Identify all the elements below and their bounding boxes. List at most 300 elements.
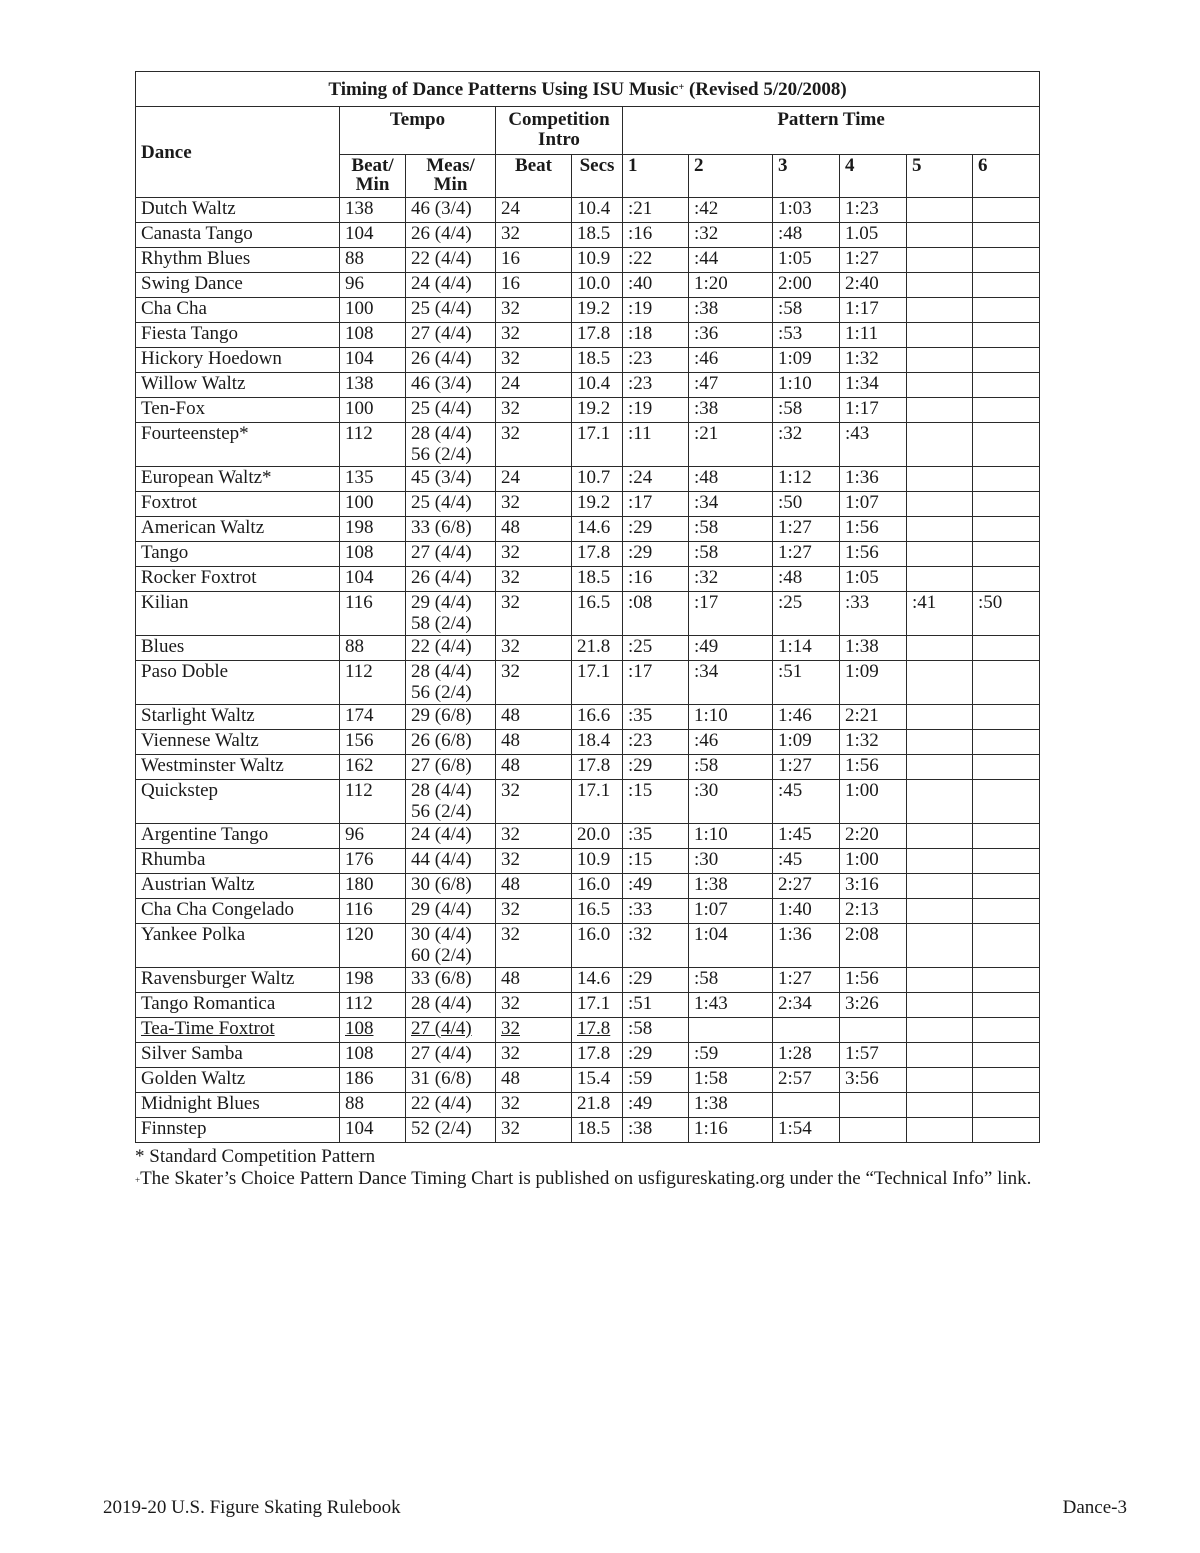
cell-dance [136, 780, 340, 824]
cell-meas-min [406, 248, 496, 273]
cell-meas-min [406, 730, 496, 755]
cell-dance [136, 248, 340, 273]
cell-pattern-1 [623, 223, 689, 248]
cell-pattern-2 [689, 993, 773, 1018]
cell-dance [136, 849, 340, 874]
cell-dance [136, 874, 340, 899]
cell-pattern-5 [907, 348, 973, 373]
cell-pattern-3 [773, 248, 840, 273]
cell-dance [136, 567, 340, 592]
header-beat-min [340, 155, 406, 198]
cell-meas-min [406, 661, 496, 705]
cell-pattern-2 [689, 467, 773, 492]
cell-intro-secs [572, 661, 623, 705]
cell-pattern-1 [623, 730, 689, 755]
cell-pattern-2-text: :32 [694, 223, 719, 244]
cell-pattern-4 [840, 899, 907, 924]
cell-dance-text: Viennese Waltz [141, 730, 259, 751]
cell-intro-beat-text: 24 [501, 198, 520, 219]
cell-pattern-6 [973, 492, 1040, 517]
cell-dance-text: Westminster Waltz [141, 755, 284, 776]
cell-meas-min-text: 30 (4/4) [411, 924, 472, 945]
cell-pattern-3-text: 2:00 [778, 273, 812, 294]
cell-pattern-4-text: 2:08 [845, 924, 879, 945]
cell-beat-min-text: 88 [345, 636, 364, 657]
cell-pattern-2-text: 1:38 [694, 1093, 728, 1114]
cell-pattern-2 [689, 730, 773, 755]
cell-pattern-2 [689, 705, 773, 730]
cell-pattern-6 [973, 780, 1040, 824]
cell-beat-min-text: 162 [345, 755, 374, 776]
cell-pattern-4 [840, 1093, 907, 1118]
cell-intro-beat [496, 993, 572, 1018]
cell-beat-min [340, 780, 406, 824]
cell-intro-beat [496, 398, 572, 423]
table-row [136, 780, 1040, 824]
cell-meas-min [406, 567, 496, 592]
cell-pattern-3-text: 1:27 [778, 517, 812, 538]
cell-intro-secs [572, 592, 623, 636]
cell-dance [136, 824, 340, 849]
cell-pattern-2-text: :30 [694, 780, 719, 801]
cell-pattern-2-text: :46 [694, 730, 719, 751]
cell-meas-min-text: 25 (4/4) [411, 492, 472, 513]
cell-meas-min [406, 348, 496, 373]
cell-dance-text: Blues [141, 636, 185, 657]
cell-pattern-1 [623, 517, 689, 542]
cell-meas-min-alt-text: 56 (2/4) [411, 682, 472, 703]
cell-beat-min-text: 108 [345, 1018, 374, 1039]
cell-pattern-3-text: :51 [778, 661, 803, 682]
cell-pattern-3 [773, 1093, 840, 1118]
cell-intro-secs-text: 17.8 [577, 1043, 611, 1064]
cell-intro-secs [572, 198, 623, 223]
cell-dance [136, 1118, 340, 1143]
cell-beat-min-text: 88 [345, 248, 364, 269]
cell-beat-min-text: 116 [345, 592, 373, 613]
cell-pattern-5 [907, 849, 973, 874]
cell-pattern-4-text: 1:09 [845, 661, 879, 682]
cell-intro-beat [496, 223, 572, 248]
cell-meas-min-text: 25 (4/4) [411, 298, 472, 319]
cell-pattern-3-text: 1:14 [778, 636, 812, 657]
cell-intro-beat-text: 16 [501, 248, 520, 269]
cell-intro-beat-text: 48 [501, 705, 520, 726]
cell-pattern-5 [907, 423, 973, 467]
cell-dance-text: Argentine Tango [141, 824, 269, 845]
cell-pattern-4 [840, 592, 907, 636]
cell-intro-secs [572, 423, 623, 467]
table-row [136, 348, 1040, 373]
header-pattern-1: 1 [623, 155, 689, 198]
cell-pattern-5 [907, 1043, 973, 1068]
cell-intro-beat [496, 1118, 572, 1143]
cell-pattern-5 [907, 248, 973, 273]
cell-pattern-2-text: 1:10 [694, 824, 728, 845]
cell-pattern-4 [840, 924, 907, 968]
cell-dance [136, 755, 340, 780]
cell-pattern-5 [907, 592, 973, 636]
cell-pattern-3 [773, 824, 840, 849]
table-row [136, 373, 1040, 398]
cell-pattern-4 [840, 1043, 907, 1068]
cell-pattern-3 [773, 198, 840, 223]
cell-pattern-1-text: :49 [628, 874, 653, 895]
cell-pattern-4-text: 1:11 [845, 323, 879, 344]
cell-pattern-3 [773, 899, 840, 924]
cell-pattern-6 [973, 298, 1040, 323]
cell-meas-min-text: 29 (4/4) [411, 899, 472, 920]
header-meas-min [406, 155, 496, 198]
cell-pattern-2-text: :49 [694, 636, 719, 657]
cell-intro-beat-text: 32 [501, 398, 520, 419]
cell-beat-min [340, 567, 406, 592]
cell-meas-min [406, 993, 496, 1018]
cell-pattern-5 [907, 198, 973, 223]
cell-dance [136, 223, 340, 248]
cell-intro-secs [572, 567, 623, 592]
cell-beat-min-text: 112 [345, 661, 373, 682]
cell-pattern-1 [623, 849, 689, 874]
cell-pattern-3-text: :53 [778, 323, 803, 344]
cell-meas-min-text: 28 (4/4) [411, 423, 472, 444]
cell-intro-secs-text: 10.0 [577, 273, 611, 294]
cell-pattern-1 [623, 273, 689, 298]
cell-intro-secs [572, 517, 623, 542]
cell-pattern-4 [840, 705, 907, 730]
header-pattern-5: 5 [907, 155, 973, 198]
cell-intro-beat-text: 48 [501, 517, 520, 538]
cell-meas-min [406, 1118, 496, 1143]
cell-pattern-3-text: 2:27 [778, 874, 812, 895]
cell-pattern-2-text: :42 [694, 198, 719, 219]
cell-pattern-2 [689, 636, 773, 661]
cell-meas-min-text: 24 (4/4) [411, 273, 472, 294]
cell-pattern-5 [907, 517, 973, 542]
cell-intro-beat [496, 824, 572, 849]
cell-pattern-5 [907, 1018, 973, 1043]
cell-pattern-3 [773, 1068, 840, 1093]
cell-dance-text: Yankee Polka [141, 924, 246, 945]
cell-beat-min-text: 120 [345, 924, 374, 945]
cell-beat-min [340, 730, 406, 755]
cell-beat-min [340, 423, 406, 467]
cell-dance [136, 730, 340, 755]
cell-beat-min-text: 88 [345, 1093, 364, 1114]
cell-pattern-1-text: :23 [628, 348, 653, 369]
cell-dance-text: Starlight Waltz [141, 705, 255, 726]
cell-pattern-1-text: :29 [628, 542, 653, 563]
cell-beat-min-text: 198 [345, 968, 374, 989]
cell-intro-secs-text: 18.5 [577, 223, 611, 244]
cell-meas-min [406, 636, 496, 661]
cell-beat-min [340, 398, 406, 423]
cell-intro-beat [496, 705, 572, 730]
cell-intro-beat-text: 32 [501, 1093, 520, 1114]
cell-pattern-1 [623, 1068, 689, 1093]
cell-pattern-3 [773, 924, 840, 968]
cell-intro-beat-text: 32 [501, 1018, 520, 1039]
cell-intro-secs [572, 1068, 623, 1093]
table-body [136, 198, 1040, 1143]
cell-pattern-4 [840, 968, 907, 993]
header-meas-min-line1: Meas/ [426, 155, 475, 176]
cell-pattern-4 [840, 636, 907, 661]
cell-beat-min-text: 96 [345, 824, 364, 845]
cell-pattern-5 [907, 373, 973, 398]
cell-pattern-2-text: :34 [694, 661, 719, 682]
cell-pattern-5 [907, 223, 973, 248]
cell-pattern-5-text: :41 [912, 592, 937, 613]
cell-beat-min [340, 467, 406, 492]
cell-pattern-1-text: :33 [628, 899, 653, 920]
cell-beat-min [340, 968, 406, 993]
cell-intro-secs [572, 968, 623, 993]
cell-intro-beat-text: 32 [501, 223, 520, 244]
cell-pattern-4 [840, 348, 907, 373]
cell-dance-text: Hickory Hoedown [141, 348, 282, 369]
cell-pattern-1-text: :25 [628, 636, 653, 657]
cell-intro-secs [572, 248, 623, 273]
cell-pattern-1-text: :22 [628, 248, 653, 269]
cell-pattern-1 [623, 323, 689, 348]
cell-pattern-4-text: 1:17 [845, 298, 879, 319]
cell-pattern-1-text: :29 [628, 755, 653, 776]
cell-pattern-2-text: 1:43 [694, 993, 728, 1014]
header-beat-min-line2: Min [355, 174, 390, 195]
cell-intro-secs [572, 849, 623, 874]
cell-dance-text: Golden Waltz [141, 1068, 246, 1089]
table-title-text: Timing of Dance Patterns Using ISU Music [328, 78, 679, 100]
cell-meas-min-text: 22 (4/4) [411, 248, 472, 269]
cell-meas-min-text: 27 (4/4) [411, 1043, 472, 1064]
table-row [136, 398, 1040, 423]
cell-intro-beat-text: 32 [501, 849, 520, 870]
cell-intro-secs-text: 14.6 [577, 517, 611, 538]
cell-pattern-6 [973, 373, 1040, 398]
header-pattern-time: Pattern Time [623, 107, 1040, 155]
cell-pattern-2 [689, 273, 773, 298]
cell-pattern-3 [773, 661, 840, 705]
cell-pattern-3-text: 1:12 [778, 467, 812, 488]
cell-dance [136, 993, 340, 1018]
cell-pattern-2 [689, 198, 773, 223]
cell-meas-min-text: 26 (6/8) [411, 730, 472, 751]
cell-intro-secs-text: 19.2 [577, 492, 611, 513]
cell-dance-text: Fiesta Tango [141, 323, 239, 344]
cell-pattern-4 [840, 849, 907, 874]
table-row [136, 323, 1040, 348]
cell-pattern-4 [840, 755, 907, 780]
cell-beat-min [340, 248, 406, 273]
cell-pattern-1-text: :11 [628, 423, 652, 444]
cell-pattern-3-text: 1:45 [778, 824, 812, 845]
cell-dance-text: Willow Waltz [141, 373, 246, 394]
cell-meas-min [406, 423, 496, 467]
cell-dance [136, 198, 340, 223]
table-row [136, 705, 1040, 730]
cell-pattern-1 [623, 636, 689, 661]
cell-pattern-3-text: 1:46 [778, 705, 812, 726]
table-row [136, 824, 1040, 849]
cell-beat-min [340, 517, 406, 542]
cell-pattern-4 [840, 730, 907, 755]
cell-meas-min [406, 1068, 496, 1093]
cell-dance [136, 592, 340, 636]
cell-meas-min-text: 26 (4/4) [411, 567, 472, 588]
cell-pattern-6 [973, 348, 1040, 373]
cell-pattern-2-text: 1:07 [694, 899, 728, 920]
cell-pattern-3-text: 1:36 [778, 924, 812, 945]
cell-dance-text: Paso Doble [141, 661, 229, 682]
cell-pattern-6 [973, 755, 1040, 780]
cell-pattern-1-text: :40 [628, 273, 653, 294]
cell-dance-text: Ravensburger Waltz [141, 968, 295, 989]
cell-dance-text: European Waltz* [141, 467, 272, 488]
footer-page-number: Dance-3 [1062, 1497, 1127, 1518]
cell-meas-min-alt-text: 56 (2/4) [411, 444, 472, 465]
header-dance: Dance [136, 107, 340, 198]
cell-intro-secs-text: 18.5 [577, 348, 611, 369]
cell-meas-min-text: 22 (4/4) [411, 636, 472, 657]
cell-intro-beat-text: 32 [501, 780, 520, 801]
cell-beat-min [340, 661, 406, 705]
cell-pattern-5 [907, 1068, 973, 1093]
cell-intro-secs-text: 17.1 [577, 780, 611, 801]
cell-pattern-1-text: :35 [628, 705, 653, 726]
cell-pattern-4-text: 1:00 [845, 780, 879, 801]
cell-pattern-6 [973, 849, 1040, 874]
cell-dance-text: Canasta Tango [141, 223, 253, 244]
cell-pattern-3-text: :58 [778, 298, 803, 319]
cell-pattern-1 [623, 398, 689, 423]
cell-pattern-5 [907, 636, 973, 661]
cell-pattern-4-text: 1:32 [845, 730, 879, 751]
cell-intro-secs [572, 755, 623, 780]
table-row [136, 968, 1040, 993]
footnote-skaters-choice-text: The Skater’s Choice Pattern Dance Timing Chart is published on usfigureskating.org under the “Technical Info” link. [140, 1168, 1032, 1189]
cell-intro-secs [572, 1043, 623, 1068]
cell-pattern-2-text: :36 [694, 323, 719, 344]
cell-pattern-3-text: 2:57 [778, 1068, 812, 1089]
cell-dance [136, 1018, 340, 1043]
cell-pattern-2 [689, 348, 773, 373]
cell-pattern-3 [773, 1043, 840, 1068]
cell-meas-min [406, 592, 496, 636]
cell-pattern-1-text: :17 [628, 492, 653, 513]
cell-dance [136, 1043, 340, 1068]
cell-pattern-3 [773, 849, 840, 874]
cell-pattern-4-text: 3:56 [845, 1068, 879, 1089]
cell-pattern-2 [689, 824, 773, 849]
cell-meas-min-text: 27 (4/4) [411, 1018, 472, 1039]
cell-pattern-1 [623, 248, 689, 273]
cell-pattern-3-text: :50 [778, 492, 803, 513]
header-beat-min-line1: Beat/ [351, 155, 394, 176]
cell-beat-min-text: 156 [345, 730, 374, 751]
cell-pattern-1 [623, 467, 689, 492]
cell-dance-text: Silver Samba [141, 1043, 243, 1064]
cell-pattern-4 [840, 824, 907, 849]
cell-pattern-2-text: :30 [694, 849, 719, 870]
cell-beat-min [340, 1118, 406, 1143]
cell-pattern-4 [840, 423, 907, 467]
cell-pattern-3-text: 1:27 [778, 542, 812, 563]
cell-intro-secs-text: 18.5 [577, 1118, 611, 1139]
footer-rulebook-title: 2019-20 U.S. Figure Skating Rulebook [103, 1497, 401, 1518]
cell-pattern-2-text: :38 [694, 298, 719, 319]
cell-pattern-5 [907, 705, 973, 730]
cell-pattern-6 [973, 1118, 1040, 1143]
cell-dance-text: Foxtrot [141, 492, 197, 513]
cell-meas-min [406, 849, 496, 874]
table-row [136, 1018, 1040, 1043]
cell-beat-min [340, 636, 406, 661]
cell-pattern-6 [973, 567, 1040, 592]
cell-beat-min [340, 874, 406, 899]
cell-intro-secs [572, 874, 623, 899]
cell-pattern-4-text: 1:32 [845, 348, 879, 369]
cell-intro-beat-text: 32 [501, 993, 520, 1014]
cell-intro-beat [496, 1018, 572, 1043]
cell-pattern-3-text: :45 [778, 780, 803, 801]
cell-pattern-3-text: 1:28 [778, 1043, 812, 1064]
cell-pattern-4 [840, 567, 907, 592]
header-beat: Beat [496, 155, 572, 198]
cell-dance [136, 467, 340, 492]
table-row [136, 1068, 1040, 1093]
cell-pattern-3 [773, 567, 840, 592]
cell-pattern-5 [907, 1118, 973, 1143]
cell-meas-min [406, 492, 496, 517]
cell-beat-min-text: 176 [345, 849, 374, 870]
cell-intro-secs [572, 730, 623, 755]
cell-meas-min-text: 29 (6/8) [411, 705, 472, 726]
cell-beat-min [340, 373, 406, 398]
cell-pattern-1 [623, 423, 689, 467]
table-row [136, 223, 1040, 248]
cell-pattern-5 [907, 323, 973, 348]
cell-intro-secs-text: 10.4 [577, 373, 611, 394]
cell-pattern-3-text: 2:34 [778, 993, 812, 1014]
cell-pattern-6 [973, 924, 1040, 968]
cell-beat-min-text: 104 [345, 1118, 374, 1139]
cell-pattern-3 [773, 467, 840, 492]
cell-dance [136, 661, 340, 705]
cell-beat-min-text: 112 [345, 780, 373, 801]
cell-intro-secs-text: 16.0 [577, 874, 611, 895]
cell-pattern-1-text: :29 [628, 517, 653, 538]
cell-intro-beat [496, 423, 572, 467]
cell-pattern-6 [973, 968, 1040, 993]
cell-pattern-1 [623, 198, 689, 223]
cell-pattern-2 [689, 223, 773, 248]
cell-pattern-3 [773, 492, 840, 517]
cell-beat-min-text: 112 [345, 423, 373, 444]
cell-pattern-2-text: :46 [694, 348, 719, 369]
cell-pattern-3 [773, 517, 840, 542]
cell-intro-secs [572, 1093, 623, 1118]
cell-intro-beat [496, 273, 572, 298]
cell-pattern-2-text: :32 [694, 567, 719, 588]
cell-pattern-2-text: :58 [694, 755, 719, 776]
table-row [136, 198, 1040, 223]
cell-pattern-1 [623, 373, 689, 398]
cell-intro-secs-text: 19.2 [577, 298, 611, 319]
cell-pattern-5 [907, 1093, 973, 1118]
cell-pattern-2 [689, 398, 773, 423]
cell-pattern-1 [623, 899, 689, 924]
